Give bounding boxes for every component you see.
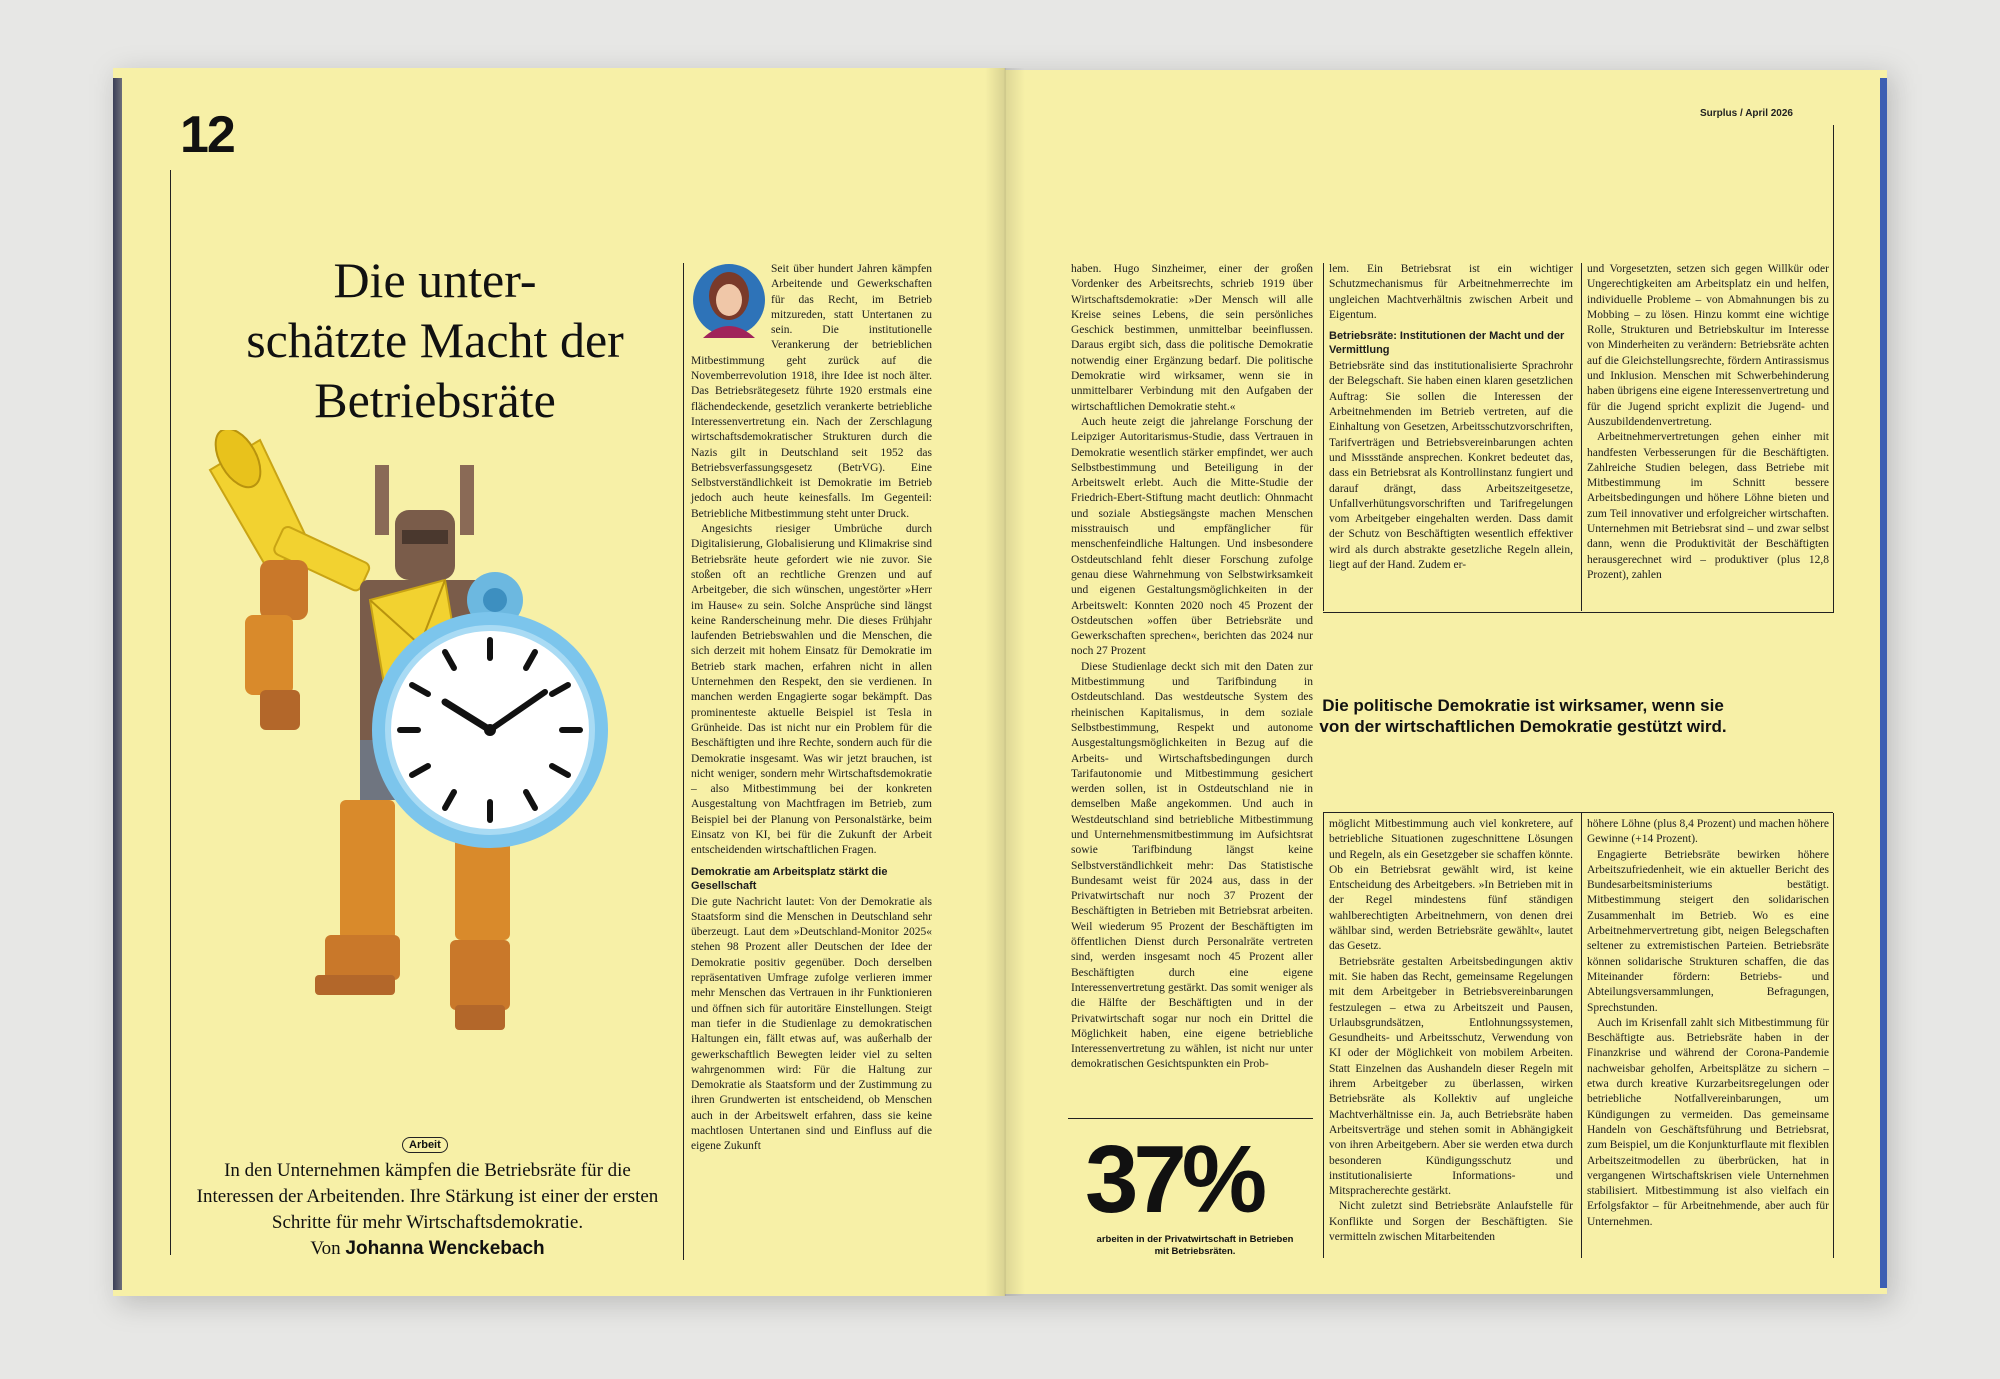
pull-quote: Die politische Demokratie ist wirksamer, wenn sie von der wirtschaftlichen Demokratie gestützt wird. <box>1319 696 1727 736</box>
article-title <box>195 250 675 430</box>
column-rule <box>1323 263 1324 611</box>
stat-value: 37% <box>1085 1126 1263 1233</box>
column-rule <box>1581 263 1582 611</box>
article-column-2 <box>1071 262 1313 1073</box>
running-head: Surplus / April 2026 <box>1700 108 1793 119</box>
article-paragraph: und Vorgesetzten, setzen sich gegen Willkür oder Ungerechtigkeiten am Arbeitsplatz ein und helfen, individuelle Probleme – von Abmahnungen bis zu Mobbing – zu lösen. Hinzu kommt eine wichtige Rolle, Strukturen und Betriebskultur im Interesse von Minderheiten zu verändern: Betriebsräte achten auf die Gleichstellungsrechte, fördern Antirassismus und Inklusion. Menschen mit Schwerbehinderung haben übrigens eine eigene Interessenvertretung und für die Jugend spricht explizit die Jugend- und Auszubildendenvertretung. <box>1587 263 1829 428</box>
horizontal-rule <box>1323 612 1833 613</box>
stat-caption: arbeiten in der Privatwirtschaft in Betrieben mit Betriebsräten. <box>1096 1234 1294 1257</box>
article-column-1 <box>691 262 932 1155</box>
robot-illustration <box>190 430 670 1060</box>
title-line: schätzte Macht der <box>246 312 624 368</box>
column-rule <box>1833 125 1834 613</box>
article-column-3-bottom <box>1329 817 1573 1245</box>
column-rule <box>683 263 684 1260</box>
article-paragraph: haben. Hugo Sinzheimer, einer der großen Vordenker des Arbeitsrechts, schrieb 1919 über Wirtschaftsdemokratie: »Der Mensch will alle Kreise seines Lebens, die sein persönliches Geschick bestimmen, unmittelbar beeinflussen. Daraus ergibt sich, dass die politische Demokratie notwendig einer Ergänzung bedarf. Die politische Demokratie wird wirksamer, wenn sie in unmittelbarer Verbindung mit den Aufgaben der wirtschaftlichen Demokratie steht.« <box>1071 263 1313 413</box>
robot-arm-left <box>245 560 308 730</box>
article-column-3-top <box>1329 262 1573 573</box>
article-paragraph: lem. Ein Betriebsrat ist ein wichtiger Schutzmechanismus für Arbeitnehmerrechte im ungleichen Machtverhältnis zwischen Arbeit und Eigentum. <box>1329 263 1573 321</box>
article-paragraph: Nicht zuletzt sind Betriebsräte Anlaufstelle für Konflikte und Sorgen der Beschäftigten. Sie vermitteln zwischen Mitarbeitenden <box>1329 1200 1573 1244</box>
horizontal-rule <box>1068 1118 1313 1119</box>
column-rule <box>1323 813 1324 1258</box>
section-heading: Demokratie am Arbeitsplatz stärkt die Gesellschaft <box>691 865 888 892</box>
column-rule <box>1833 813 1834 1258</box>
horizontal-rule <box>1323 812 1833 813</box>
article-column-4-top <box>1587 262 1829 583</box>
article-paragraph: Diese Studienlage deckt sich mit den Daten zur Mitbestimmung und Tarifbindung in Ostdeutschland. Das westdeutsche System des rheinischen Kapitalismus, in dem soziale Selbstbestimmung, Respekt und autonome Ausgestaltungsmöglichkeiten in Bezug auf die Arbeits- und Wirtschaftsbedingungen durch Tarifautonomie und Mitbestimmung gesichert werden sollen, ist in Ostdeutschland nie in demselben Maße angekommen. Und auch in Westdeutschland sind betriebliche Mitbestimmung und Unternehmensmitbestimmung im Aufsichtsrat sowie Tarifbindung längst keine Selbstverständlichkeit mehr: Das Statistische Bundesamt weist für 2024 aus, dass in der Privatwirtschaft nur noch 37 Prozent der Beschäftigten in Betrieben mit Betriebsrat arbeiten. Weil wiederum 95 Prozent der Beschäftigten im öffentlichen Dienst durch Personalräte vertreten sind, werden insgesamt noch 45 Prozent aller Beschäftigten durch eine eigene Interessenvertretung gestärkt. Das somit weniger als die Hälfte der Beschäftigten und in der Privatwirtschaft sogar nur noch ein Drittel die Möglichkeit haben, eine eigene betriebliche Interessenvertretung zu wählen, ist nicht nur unter demokratischen Gesichtspunkten ein Prob- <box>1071 660 1313 1071</box>
article-paragraph: Auch im Krisenfall zahlt sich Mitbestimmung für Beschäftigte aus. Betriebsräte haben in der Finanzkrise und während der Corona-Pandemie nachweisbar geholfen, Arbeitsplätze zu sichern – etwa durch kreative Kurzarbeitsregelungen oder betriebliche Notfallvereinbarungen, um Kündigungen zu vermeiden. Das gemeinsame Handeln von Geschäftsführung und Betriebsrat, zum Beispiel, um die Konjunkturflaute mit flexiblen Arbeitszeitmodellen zu überbrücken, hat in vergangenen Wirtschaftskrisen viele Unternehmen stabilisiert. Mitbestimmung ist also vielfach ein Erfolgsfaktor – für Arbeitnehmende, aber auch für Unternehmen. <box>1587 1016 1829 1228</box>
author-avatar <box>691 262 767 338</box>
article-paragraph: möglicht Mitbestimmung auch viel konkretere, auf betriebliche Situationen zugeschnittene Lösungen und Regeln, als ein Gesetzgeber sie schaffen könnte. Ob ein Betriebsrat gewählt wird, ist keine Entscheidung des Arbeitgebers. »In Betrieben mit in der Regel mindestens fünf ständigen wahlberechtigten Arbeitnehmern, von denen drei wählbar sind, werden Betriebsräte gewählt«, lautet das Gesetz. <box>1329 818 1573 953</box>
page-stack-edge-left <box>113 78 122 1290</box>
column-rule <box>170 170 171 1255</box>
standfirst-text: In den Unternehmen kämpfen die Betriebsräte für die Interessen der Arbeitenden. Ihre Stärkung ist einer der ersten Schritte für mehr Wirtschaftsdemokratie. <box>196 1160 659 1233</box>
title-line: Betriebsräte <box>314 372 556 428</box>
article-column-4-bottom <box>1587 817 1829 1230</box>
article-paragraph: Auch heute zeigt die jahrelange Forschung der Leipziger Autoritarismus-Studie, dass Vertrauen in Demokratie wesentlich stärker empfindet, wer auch Selbstbestimmung und Beteiligung in der Arbeitswelt erlebt. Auch die Mitte-Studie der Friedrich-Ebert-Stiftung macht deutlich: Ohnmacht und soziale Abstiegsängste machen Menschen misstrauisch und empfänglicher für menschenfeindliche Haltungen. Und insbesondere Ostdeutschland fehlt dieser Forschung zufolge genau diese Wahrnehmung von Selbstwirksamkeit und eigenen Gestaltungsmöglichkeiten in der Arbeitswelt: Konnten 2020 noch 45 Prozent der Ostdeutschen »offen über Betriebsräte und Gewerkschaften sprechen«, berichten das 2024 nur noch 27 Prozent <box>1071 415 1313 658</box>
author-name: Johanna Wenckebach <box>345 1238 545 1259</box>
standfirst <box>190 1158 665 1262</box>
category-kicker: Arbeit <box>402 1137 448 1153</box>
article-paragraph: Engagierte Betriebsräte bewirken höhere Arbeitszufriedenheit, wie ein aktueller Bericht des Bundesarbeitsministeriums bestätigt. Mitbestimmung steigert den solidarischen Zusammenhalt im Betrieb. Wo es eine Arbeitnehmervertretung gibt, neigen Belegschaften seltener zu extremistischen Parteien. Betriebsräte können solidarische Strukturen schaffen, die das Miteinander fördern: Betriebs- und Abteilungsversammlungen, Befragungen, Sprechstunden. <box>1587 848 1829 1014</box>
clock-icon <box>372 612 608 848</box>
article-paragraph: Seit über hundert Jahren kämpfen Arbeitende und Gewerkschaften für das Recht, im Betrieb mitzureden, statt Untertanen zu sein. Die institutionelle Verankerung der betrieblichen Mitbestimmung geht zurück auf die Novemberrevolution 1918, ihre Idee ist noch älter. Das Betriebsrätegesetz führte 1920 erstmals eine flächendeckende, gesetzlich verankerte betriebliche Interessenvertretung ein. Nach der Zerschlagung wirtschaftsdemokratischer Strukturen durch die Nazis gilt in Deutschland seit 1952 das Betriebsverfassungsgesetz (BetrVG). Eine Selbstverständlichkeit ist Demokratie im Betrieb jedoch auch heute keinesfalls. Im Gegenteil: Betriebliche Mitbestimmung steht unter Druck. <box>691 263 932 520</box>
article-paragraph: Arbeitnehmervertretungen gehen einher mit handfesten Verbesserungen für die Beschäftigten. Zahlreiche Studien belegen, dass Betriebe mit Mitbestimmung im Schnitt bessere Arbeitsbedingungen und höhere Löhne bieten und zum Teil innovativer und erfolgreicher wirtschaften. Unternehmen mit Betriebsrat sind – und zwar selbst dann, wenn die Produktivität der Beschäftigten herausgerechnet wird – produktiver (plus 12,8 Prozent), zahlen <box>1587 431 1829 581</box>
column-rule <box>1581 813 1582 1258</box>
article-paragraph: höhere Löhne (plus 8,4 Prozent) und machen höhere Gewinne (+14 Prozent). <box>1587 818 1829 846</box>
article-paragraph: Betriebsräte sind das institutionalisierte Sprachrohr der Belegschaft. Sie haben einen klaren gesetzlichen Auftrag: Sie sollen die Interessen der Arbeitnehmenden im Betrieb vertreten, auf die Einhaltung von Gesetzen, Arbeitsschutzvorschriften, Tarifverträgen und Betriebsvereinbarungen achten und Missstände ansprechen. Konkret bedeutet das, dass ein Betriebsrat als Kontrollinstanz fungiert und darauf drängt, dass Arbeitszeitgesetze, Unfallverhütungsvorschriften und Tarifregelungen vom Arbeitgeber eingehalten werden. Dass damit der Schutz von Beschäftigten wesentlich effektiver wird als durch abstrakte gesetzliche Regeln allein, liegt auf der Hand. Zudem er- <box>1329 360 1573 572</box>
magazine-spine <box>985 68 1025 1296</box>
title-line: Die unter- <box>333 252 537 308</box>
page-number: 12 <box>180 106 234 164</box>
article-paragraph: Betriebsräte gestalten Arbeitsbedingungen aktiv mit. Sie haben das Recht, gemeinsame Regelungen mit dem Arbeitgeber in Betriebsvereinbarungen festzulegen – etwa zu Arbeitszeit und Pausen, Urlaubsgrundsätzen, Entlohnungssystemen, Gesundheits- und Arbeitsschutz, Verwendung von KI oder der Möglichkeit von mobilem Arbeiten. Statt Einzelnen das Aushandeln dieser Regeln mit ihrem Arbeitgeber zu überlassen, wirken Betriebsräte als Kollektiv auf ungleiche Machtverhältnisse ein. Ja, auch Betriebsräte haben Arbeitsverträge und stehen somit in Abhängigkeit von ihren Arbeitgebern. Aber sie werden etwa durch besonderen Kündigungsschutz und institutionalisierte Informations- und Mitspracherechte gestärkt. <box>1329 955 1573 1198</box>
cover-edge-right <box>1880 78 1887 1288</box>
article-paragraph: Angesichts riesiger Umbrüche durch Digitalisierung, Globalisierung und Klimakrise sind Betriebsräte heute gefordert wie nie zuvor. Sie stoßen oft an rechtliche Grenzen und auf Arbeitgeber, die sich wünschen, ungestörter »Herr im Hause« zu sein. Solche Ansprüche sind längst keine Randerscheinung mehr. Die dieses Frühjahr laufenden Betriebswahlen und die Menschen, die sich derzeit mit hohem Einsatz für Demokratie im Betrieb stark machen, erfahren nicht in allen Unternehmen den Respekt, den sie verdienen. In manchen werden Engagierte sogar bekämpft. Das prominenteste aktuelle Beispiel ist Tesla in Grünheide. Das ist nicht nur ein Problem für die Beschäftigten und ihre Rechte, sondern auch für die Demokratie insgesamt. Was wir jetzt brauchen, ist nicht weniger, sondern mehr Wirtschaftsdemokratie – also Mitbestimmung bei der konkreten Ausgestaltung von Machtfragen im Betrieb, zum Beispiel bei der Planung von Personalstärke, beim Einsatz von KI, bei für die Zukunft der Arbeit entscheidenden wirtschaftlichen Fragen. <box>691 523 932 857</box>
robot-head <box>375 465 474 580</box>
article-paragraph: Die gute Nachricht lautet: Von der Demokratie als Staatsform sind die Menschen in Deutschland sehr überzeugt. Laut dem »Deutschland-Monitor 2025« stehen 98 Prozent aller Deutschen der Idee der Demokratie positiv gegenüber. Doch derselben repräsentativen Umfrage zufolge verlieren immer mehr Menschen das Vertrauen in ihr Funktionieren und öffnen sich für autoritäre Einstellungen. Steigt man tiefer in die Studienlage zu demokratischen Haltungen ein, fällt etwas auf, was außerhalb der gewerkschaftlich Bewegten leider viel zu selten wahrgenommen wird: Für die Haltung zur Demokratie als Staatsform und der Zustimmung zu ihren Grundwerten ist entscheidend, ob Menschen auch in der Arbeitswelt erfahren, dass sie keine machtlosen Untertanen sind und Einfluss auf die eigene Zukunft <box>691 895 932 1153</box>
byline-prefix: Von <box>310 1238 341 1259</box>
section-heading: Betriebsräte: Institutionen der Macht und der Vermittlung <box>1329 330 1565 357</box>
